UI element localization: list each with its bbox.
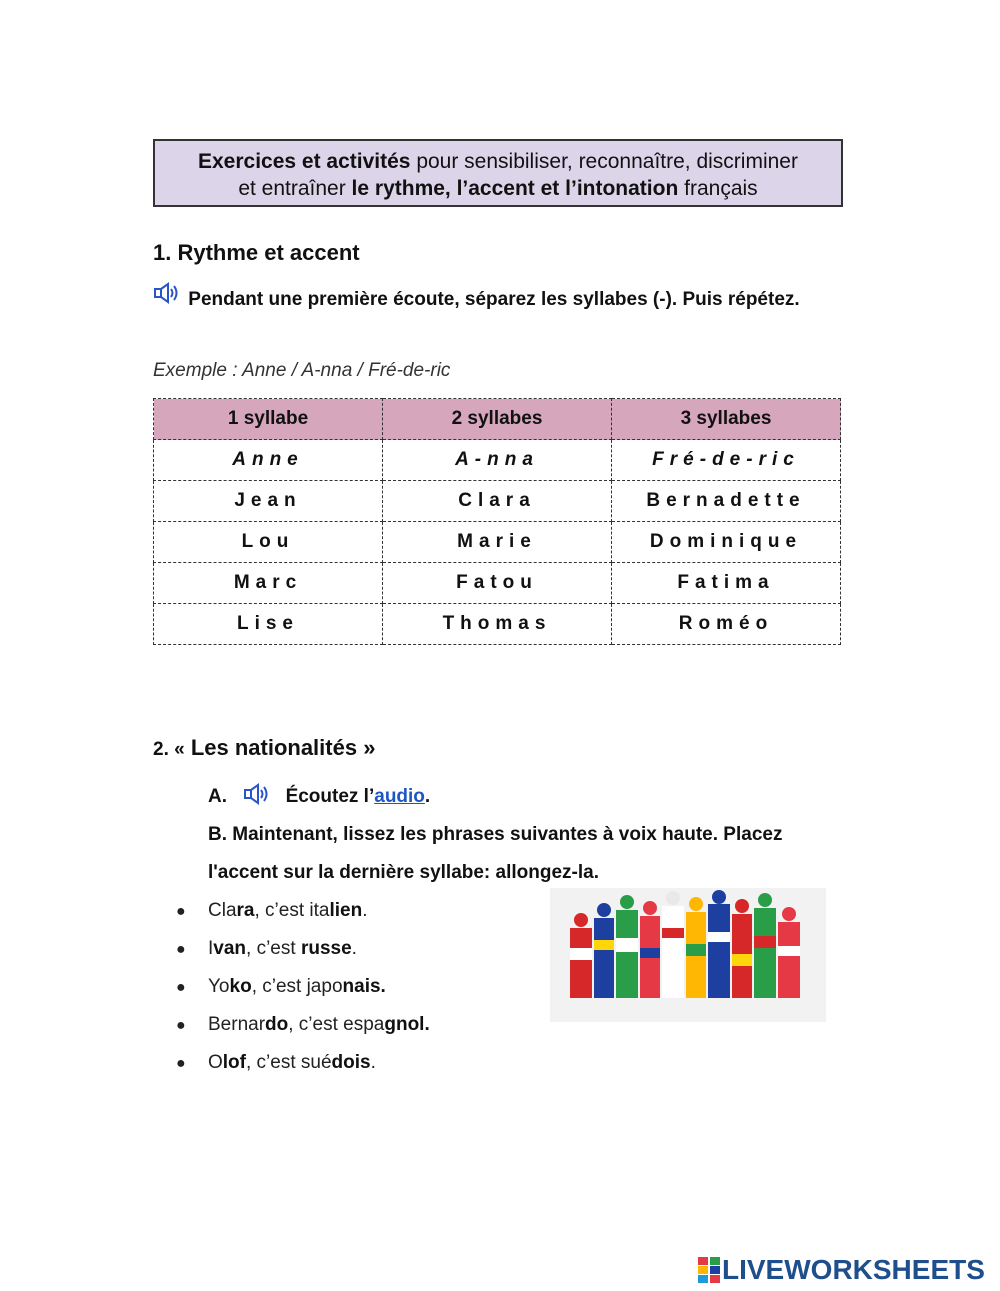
syllable-table — [153, 398, 841, 645]
liveworksheets-logo: LIVEWORKSHEETS — [698, 1254, 985, 1290]
table-cell[interactable]: Fatima — [612, 563, 841, 604]
table-cell[interactable]: Jean — [154, 481, 383, 522]
speaker-icon[interactable] — [242, 782, 274, 812]
speaker-icon[interactable] — [153, 280, 183, 319]
header-box — [153, 139, 843, 207]
audio-link[interactable]: audio — [374, 786, 425, 808]
table-cell[interactable]: Bernadette — [612, 481, 841, 522]
list-item: ● Olof, c’est suédois. — [176, 1044, 430, 1082]
liveworksheets-logo-icon — [698, 1257, 720, 1290]
table-cell[interactable]: Fatou — [383, 563, 612, 604]
bullet-icon: ● — [176, 941, 186, 958]
table-row — [154, 604, 841, 645]
section-2-title: 2. « Les nationalités » — [153, 735, 376, 760]
table-cell: Anne — [154, 440, 383, 481]
step-a: A. Écoutez l’audio. — [208, 782, 430, 812]
table-row — [154, 440, 841, 481]
table-cell: Fré-de-ric — [612, 440, 841, 481]
table-header-2: 2 syllabes — [383, 399, 612, 440]
table-cell[interactable]: Thomas — [383, 604, 612, 645]
list-item: ● Clara, c’est italien. — [176, 892, 430, 930]
example-text: Exemple : Anne / A-nna / Fré-de-ric — [153, 360, 451, 381]
table-cell: A-nna — [383, 440, 612, 481]
bullet-icon: ● — [176, 1055, 186, 1072]
step-b: B. Maintenant, lissez les phrases suivantes à voix haute. Placez l'accent sur la dernière syllabe: allongez-la. — [208, 824, 783, 883]
table-cell[interactable]: Marie — [383, 522, 612, 563]
instruction-text: Pendant une première écoute, séparez les syllabes (-). Puis répétez. — [188, 289, 800, 310]
table-cell[interactable]: Lou — [154, 522, 383, 563]
table-cell[interactable]: Dominique — [612, 522, 841, 563]
table-cell[interactable]: Marc — [154, 563, 383, 604]
section-1-title: 1. Rythme et accent — [153, 240, 360, 265]
header-line-2: et entraîner le rythme, l’accent et l’intonation français — [238, 177, 758, 200]
table-header-3: 3 syllabes — [612, 399, 841, 440]
table-header-1: 1 syllabe — [154, 399, 383, 440]
list-item: ● Ivan, c’est russe. — [176, 930, 430, 968]
bullet-icon: ● — [176, 979, 186, 996]
bullet-icon: ● — [176, 903, 186, 920]
sentence-list — [176, 892, 430, 1082]
header-line-1: Exercices et activités pour sensibiliser, reconnaître, discriminer — [198, 150, 798, 173]
table-cell[interactable]: Lise — [154, 604, 383, 645]
table-cell[interactable]: Roméo — [612, 604, 841, 645]
list-item: ● Yoko, c’est japonais. — [176, 968, 430, 1006]
table-header-row — [154, 399, 841, 440]
list-item: ● Bernardo, c’est espagnol. — [176, 1006, 430, 1044]
flags-people-image — [550, 888, 826, 1022]
table-row — [154, 522, 841, 563]
bullet-icon: ● — [176, 1017, 186, 1034]
table-cell[interactable]: Clara — [383, 481, 612, 522]
section-1-instruction — [153, 280, 845, 319]
table-row — [154, 481, 841, 522]
table-row — [154, 563, 841, 604]
